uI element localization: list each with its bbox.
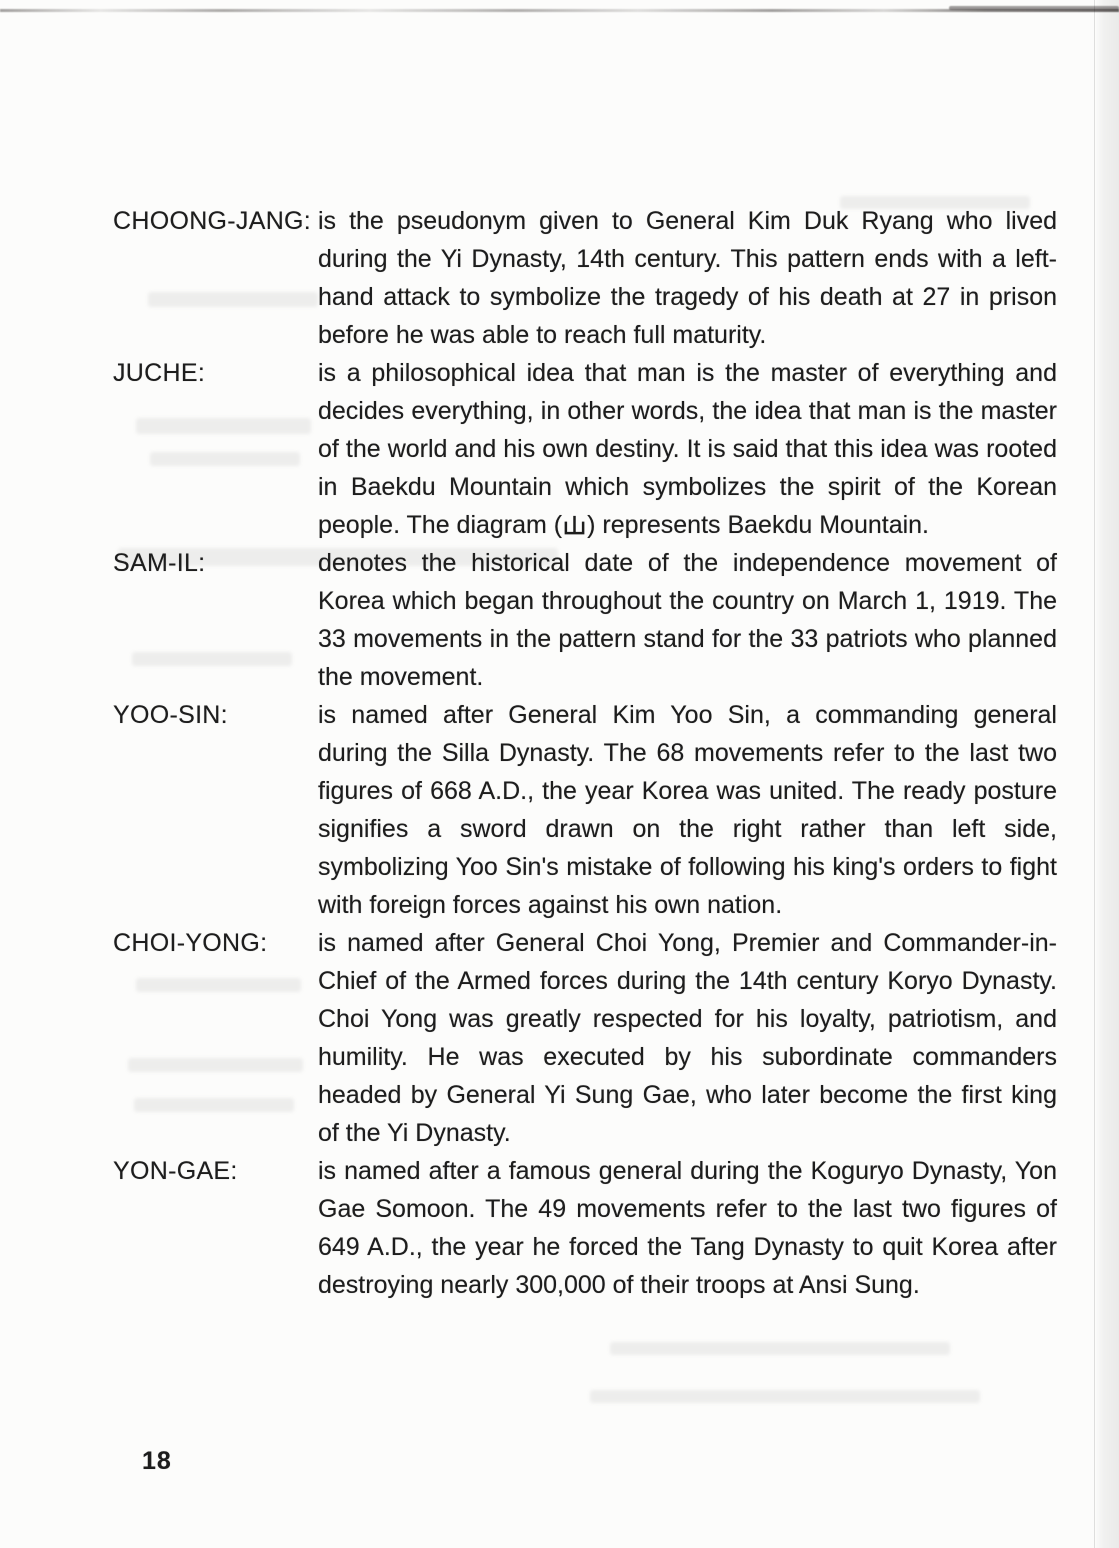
show-through-artifact <box>590 1390 980 1403</box>
term-definition: is named after General Kim Yoo Sin, a commanding general during the Silla Dynasty. The 68 movements refer to the last two figures of 668 A.D., the year Korea was united. The ready posture signifies a sword drawn on the right rather than left side, symbolizing Yoo Sin's mistake of following his king's orders to fight with foreign forces against his own nation. <box>318 701 1057 919</box>
page-number: 18 <box>142 1447 172 1475</box>
definition-list <box>113 202 1057 1304</box>
term-definition: is named after a famous general during the Koguryo Dynasty, Yon Gae Somoon. The 49 movements refer to the last two figures of 649 A.D., the year he forced the Tang Dynasty to quit Korea after destroying nearly 300,000 of their troops at Ansi Sung. <box>318 1157 1057 1299</box>
term-label: JUCHE: <box>113 359 206 387</box>
term-definition-text: ) represents Baekdu Mountain. <box>587 511 929 539</box>
definition-entry-choong-jang <box>113 202 1057 354</box>
term-definition <box>318 354 1057 544</box>
definition-entry-juche <box>113 354 1057 544</box>
term-label: CHOI-YONG: <box>113 929 268 957</box>
page-edge-shadow <box>1094 0 1119 1548</box>
term-label: SAM-IL: <box>113 549 206 577</box>
definition-entry-choi-yong <box>113 924 1057 1152</box>
definition-entry-yoo-sin <box>113 696 1057 924</box>
definition-entry-sam-il <box>113 544 1057 696</box>
term-definition-text: is a philosophical idea that man is the master of everything and decides everything, in other words, the idea that man is the master of the world and his own destiny. It is said that this idea was rooted in Baekdu Mountain which symbolizes the spirit of the Korean people. The diagram ( <box>318 359 1057 539</box>
term-definition: denotes the historical date of the independence movement of Korea which began throughout the country on March 1, 1919. The 33 movements in the pattern stand for the 33 patriots who planned the movement. <box>318 549 1057 691</box>
definition-entry-yon-gae <box>113 1152 1057 1304</box>
show-through-artifact <box>610 1342 950 1355</box>
term-definition: is the pseudonym given to General Kim Duk Ryang who lived during the Yi Dynasty, 14th century. This pattern ends with a left-hand attack to symbolize the tragedy of his death at 27 in prison before he was able to reach full maturity. <box>318 207 1057 349</box>
term-label: YOO-SIN: <box>113 701 228 729</box>
term-label: CHOONG-JANG: <box>113 207 312 235</box>
term-label: YON-GAE: <box>113 1157 238 1185</box>
mountain-diagram-icon <box>563 514 586 537</box>
term-definition: is named after General Choi Yong, Premier and Commander-in-Chief of the Armed forces during the 14th century Koryo Dynasty. Choi Yong was greatly respected for his loyalty, patriotism, and humility. He was executed by his subordinate commanders headed by General Yi Sung Gae, who later become the first king of the Yi Dynasty. <box>318 929 1057 1147</box>
